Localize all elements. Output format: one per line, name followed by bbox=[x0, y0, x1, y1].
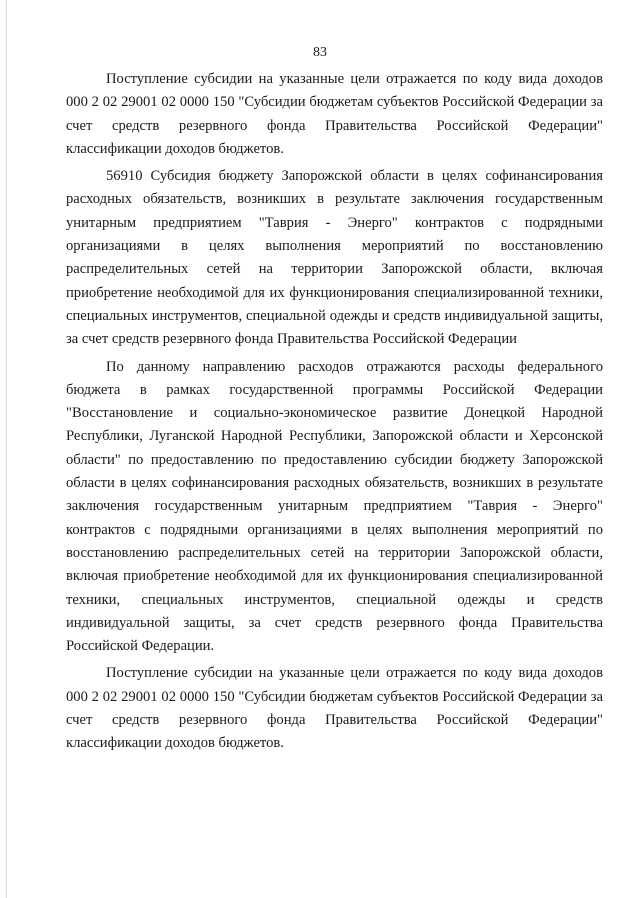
page-number: 83 bbox=[313, 45, 327, 60]
page-edge bbox=[6, 0, 7, 898]
paragraph-expense-direction: По данному направлению расходов отражаются расходы федерального бюджета в рамках государственной программы Российской Федерации "Восстановление и социально-экономическое развитие Донецкой Народной Республики, Луганской Народной Республики, Запорожской области и Херсонской области" по предоставлению по предоставлению субсидии бюджету Запорожской области в целях софинансирования расходных обязательств, возникших в результате заключения государственным унитарным предприятием "Таврия - Энерго" контрактов с подрядными организациями в целях выполнения мероприятий по восстановлению распределительных сетей на территории Запорожской области, включая приобретение необходимой для их функционирования специализированной техники, специальных инструментов, специальной одежды и средств индивидуальной защиты, за счет средств резервного фонда Правительства Российской Федерации. bbox=[66, 358, 603, 655]
paragraph-income-code-2: Поступление субсидии на указанные цели отражается по коду вида доходов 000 2 02 29001 02 0000 150 "Субсидии бюджетам субъектов Российской Федерации за счет средств резервного фонда Правительства Российской Федерации" классификации доходов бюджетов. bbox=[66, 665, 603, 752]
paragraph-income-code-1: Поступление субсидии на указанные цели отражается по коду вида доходов 000 2 02 29001 02 0000 150 "Субсидии бюджетам субъектов Российской Федерации за счет средств резервного фонда Правительства Российской Федерации" классификации доходов бюджетов. bbox=[66, 71, 603, 157]
paragraph-subsidy-56910: 56910 Субсидия бюджету Запорожской области в целях софинансирования расходных обязательств, возникших в результате заключения государственным унитарным предприятием "Таврия - Энерго" контрактов с подрядными организациями в целях выполнения мероприятий по восстановлению распределительных сетей на территории Запорожской области, включая приобретение необходимой для их функционирования специализированной техники, специальных инструментов, специальной одежды и средств индивидуальной защиты, за счет средств резервного фонда Правительства Российской Федерации bbox=[66, 168, 603, 348]
document-body bbox=[66, 68, 603, 760]
